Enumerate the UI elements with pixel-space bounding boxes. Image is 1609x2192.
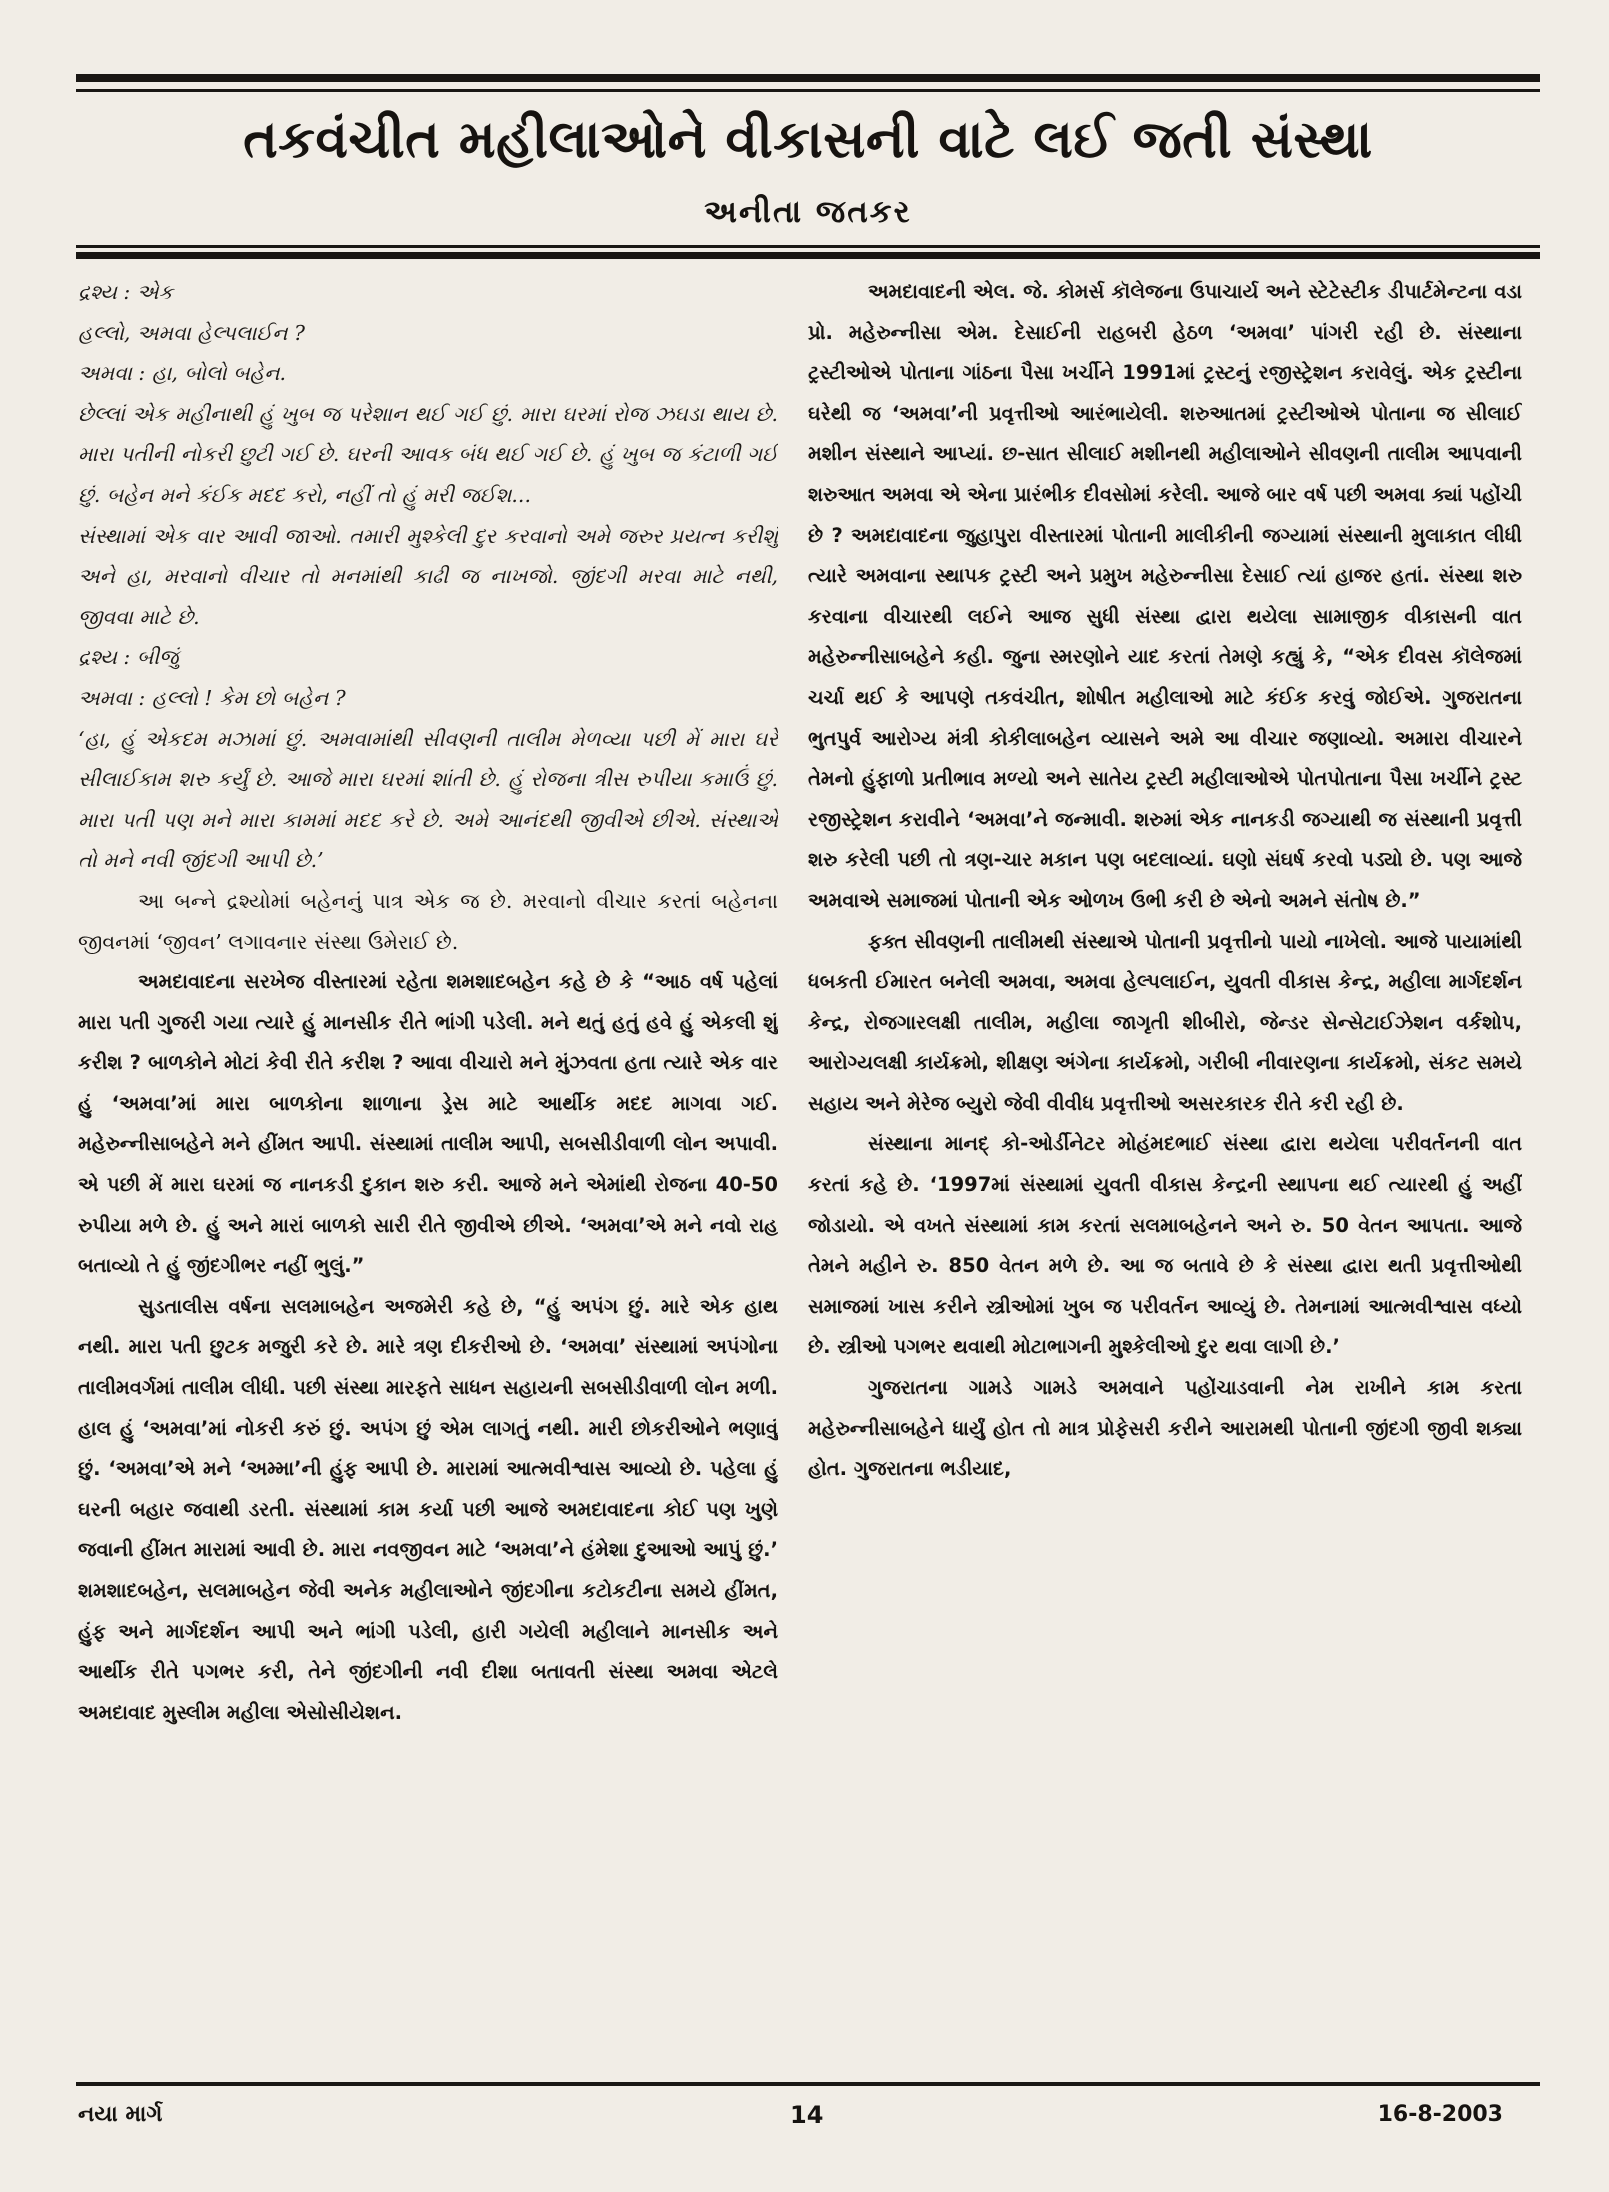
- dialogue-line: ‘હા, હું એકદમ મઝામાં છું. અમવામાંથી સીવણની તાલીમ મેળવ્યા પછી મેં મારા ઘરે સીલાઈકામ શરુ કર્યું છે. આજે મારા ઘરમાં શાંતી છે. હું રોજના ત્રીસ રુપીયા કમાઉં છું. મારા પતી પણ મને મારા કામમાં મદદ કરે છે. અમે આનંદથી જીવીએ છીએ. સંસ્થાએ તો મને નવી જીંદગી આપી છે.’: [78, 726, 778, 873]
- body-paragraph: અમદાવાદની એલ. જે. કોમર્સ કૉલેજના ઉપાચાર્ય અને સ્ટેટેસ્ટીક ડીપાર્ટમેન્ટના વડા પ્રો. મહેરુન્નીસા એમ. દેસાઈની રાહબરી હેઠળ ‘અમવા’ પાંગરી રહી છે. સંસ્થાના ટ્રસ્ટીઓએ પોતાના ગાંઠના પૈસા ખર્ચીને 1991માં ટ્રસ્ટનું રજીસ્ટ્રેશન કરાવેલું. એક ટ્રસ્ટીના ઘરેથી જ ‘અમવા’ની પ્રવૃત્તીઓ આરંભાયેલી. શરુઆતમાં ટ્રસ્ટીઓએ પોતાના જ સીલાઈ મશીન સંસ્થાને આપ્યાં. છ-સાત સીલાઈ મશીનથી મહીલાઓને સીવણની તાલીમ આપવાની શરુઆત અમવા એ એના પ્રારંભીક દીવસોમાં કરેલી. આજે બાર વર્ષ પછી અમવા ક્યાં પહોંચી છે ? અમદાવાદના જુહાપુરા વીસ્તારમાં પોતાની માલીકીની જગ્યામાં સંસ્થાની મુલાકાત લીધી ત્યારે અમવાના સ્થાપક ટ્રસ્ટી અને પ્રમુખ મહેરુન્નીસા દેસાઈ ત્યાં હાજર હતાં. સંસ્થા શરુ કરવાના વીચારથી લઈને આજ સુધી સંસ્થા દ્વારા થયેલા સામાજીક વીકાસની વાત મહેરુન્નીસાબહેને કહી. જુના સ્મરણોને યાદ કરતાં તેમણે કહ્યું કે, “એક દીવસ કૉલેજમાં ચર્ચા થઈ કે આપણે તકવંચીત, શોષીત મહીલાઓ માટે કંઈક કરવું જોઈએ. ગુજરાતના ભુતપુર્વ આરોગ્ય મંત્રી કોકીલાબહેન વ્યાસને અમે આ વીચાર જણાવ્યો. અમારા વીચારને તેમનો હુંફાળો પ્રતીભાવ મળ્યો અને સાતેય ટ્રસ્ટી મહીલાઓએ પોતપોતાના પૈસા ખર્ચીને ટ્રસ્ટ રજીસ્ટ્રેશન કરાવીને ‘અમવા’ને જન્માવી. શરુમાં એક નાનકડી જગ્યાથી જ સંસ્થાની પ્રવૃત્તી શરુ કરેલી પછી તો ત્રણ-ચાર મકાન પણ બદલાવ્યાં. ઘણો સંઘર્ષ કરવો પડ્યો છે. પણ આજે અમવાએ સમાજમાં પોતાની એક ઓળખ ઉભી કરી છે એનો અમને સંતોષ છે.”: [808, 280, 1522, 912]
- body-paragraph: ફક્ત સીવણની તાલીમથી સંસ્થાએ પોતાની પ્રવૃત્તીનો પાયો નાખેલો. આજે પાયામાંથી ધબકતી ઈમારત બનેલી અમવા, અમવા હેલ્પલાઈન, યુવતી વીકાસ કેન્દ્ર, મહીલા માર્ગદર્શન કેન્દ્ર, રોજગારલક્ષી તાલીમ, મહીલા જાગૃતી શીબીરો, જેન્ડર સેન્સેટાઈઝેશન વર્કશોપ, આરોગ્યલક્ષી કાર્યક્રમો, શીક્ષણ અંગેના કાર્યક્રમો, ગરીબી નીવારણના કાર્યક્રમો, સંકટ સમયે સહાય અને મેરેજ બ્યુરો જેવી વીવીધ પ્રવૃત્તીઓ અસરકારક રીતે કરી રહી છે.: [808, 929, 1522, 1115]
- dialogue-block: [78, 272, 778, 881]
- footer-rule: [76, 2082, 1540, 2086]
- dialogue-line: દ્રશ્ય : એક: [78, 280, 173, 304]
- body-paragraph: અમદાવાદના સરખેજ વીસ્તારમાં રહેતા શમશાદબહેન કહે છે કે “આઠ વર્ષ પહેલાં મારા પતી ગુજરી ગયા ત્યારે હું માનસીક રીતે ભાંગી પડેલી. મને થતું હતું હવે હું એકલી શું કરીશ ? બાળકોને મોટાં કેવી રીતે કરીશ ? આવા વીચારો મને મુંઝવતા હતા ત્યારે એક વાર હું ‘અમવા’માં મારા બાળકોના શાળાના ડ્રેસ માટે આર્થીક મદદ માગવા ગઈ. મહેરુન્નીસાબહેને મને હીંમત આપી. સંસ્થામાં તાલીમ આપી, સબસીડીવાળી લોન અપાવી. એ પછી મેં મારા ઘરમાં જ નાનકડી દુકાન શરુ કરી. આજે મને એમાંથી રોજના 40-50 રુપીયા મળે છે. હું અને મારાં બાળકો સારી રીતે જીવીએ છીએ. ‘અમવા’એ મને નવો રાહ બતાવ્યો તે હું જીંદગીભર નહીં ભુલું.”: [78, 970, 778, 1278]
- header-rule-thick: [76, 252, 1540, 259]
- dialogue-line: અમવા : હા, બોલો બહેન.: [78, 361, 287, 386]
- body-paragraph: સંસ્થાના માનદ્ કો-ઓર્ડીનેટર મોહંમદભાઈ સંસ્થા દ્વારા થયેલા પરીવર્તનની વાત કરતાં કહે છે. ‘1997માં સંસ્થામાં યુવતી વીકાસ કેન્દ્રની સ્થાપના થઈ ત્યારથી હું અહીં જોડાયો. એ વખતે સંસ્થામાં કામ કરતાં સલમાબહેનને અને રુ. 50 વેતન આપતા. આજે તેમને મહીને રુ. 850 વેતન મળે છે. આ જ બતાવે છે કે સંસ્થા દ્વારા થતી પ્રવૃત્તીઓથી સમાજમાં ખાસ કરીને સ્ત્રીઓમાં ખુબ જ પરીવર્તન આવ્યું છે. તેમનામાં આત્મવીશ્વાસ વધ્યો છે. સ્ત્રીઓ પગભર થવાથી મોટાભાગની મુશ્કેલીઓ દુર થવા લાગી છે.’: [808, 1132, 1522, 1359]
- body-paragraph: સુડતાલીસ વર્ષના સલમાબહેન અજમેરી કહે છે, “હું અપંગ છું. મારે એક હાથ નથી. મારા પતી છુટક મજુરી કરે છે. મારે ત્રણ દીકરીઓ છે. ‘અમવા’ સંસ્થામાં અપંગોના તાલીમવર્ગમાં તાલીમ લીધી. પછી સંસ્થા મારફતે સાધન સહાયની સબસીડીવાળી લોન મળી. હાલ હું ‘અમવા’માં નોકરી કરું છું. અપંગ છું એમ લાગતું નથી. મારી છોકરીઓને ભણાવું છું. ‘અમવા’એ મને ‘અમ્મા’ની હુંફ આપી છે. મારામાં આત્મવીશ્વાસ આવ્યો છે. પહેલા હું ઘરની બહાર જવાથી ડરતી. સંસ્થામાં કામ કર્યા પછી આજે અમદાવાદના કોઈ પણ ખુણે જવાની હીંમત મારામાં આવી છે. મારા નવજીવન માટે ‘અમવા’ને હંમેશા દુઆઓ આપું છું.’ શમશાદબહેન, સલમાબહેન જેવી અનેક મહીલાઓને જીંદગીના કટોકટીના સમયે હીંમત, હુંફ અને માર્ગદર્શન આપી અને ભાંગી પડેલી, હારી ગયેલી મહીલાને માનસીક અને આર્થીક રીતે પગભર કરી, તેને જીંદગીની નવી દીશા બતાવતી સંસ્થા અમવા એટલે અમદાવાદ મુસ્લીમ મહીલા એસોસીયેશન.: [78, 1294, 778, 1724]
- article-author: અનીતા જતકર: [704, 194, 912, 230]
- dialogue-line: સંસ્થામાં એક વાર આવી જાઓ. તમારી મુશ્કેલી દુર કરવાનો અમે જરુર પ્રયત્ન કરીશું અને હા, મરવાનો વીચાર તો મનમાંથી કાઢી જ નાખજો. જીંદગી મરવા માટે નથી, જીવવા માટે છે.: [78, 523, 778, 629]
- footer-page-number: 14: [790, 2101, 824, 2129]
- footer-date: 16-8-2003: [1377, 2102, 1503, 2127]
- body-paragraph: ગુજરાતના ગામડે ગામડે અમવાને પહોંચાડવાની નેમ રાખીને કામ કરતા મહેરુન્નીસાબહેને ધાર્યું હોત તો માત્ર પ્રોફેસરી કરીને આરામથી પોતાની જીંદગી જીવી શક્યા હોત. ગુજરાતના ભડીયાદ,: [808, 1376, 1522, 1481]
- article-title: તકવંચીત મહીલાઓને વીકાસની વાટે લઈ જતી સંસ્થા: [243, 110, 1373, 170]
- right-column: [808, 272, 1522, 2070]
- dialogue-line: છેલ્લાં એક મહીનાથી હું ખુબ જ પરેશાન થઈ ગઈ છું. મારા ઘરમાં રોજ ઝઘડા થાય છે. મારા પતીની નોકરી છુટી ગઈ છે. ઘરની આવક બંધ થઈ ગઈ છે. હું ખુબ જ કંટાળી ગઈ છું. બહેન મને કંઈક મદદ કરો, નહીં તો હું મરી જઈશ...: [78, 401, 778, 507]
- dialogue-line: દ્રશ્ય : બીજું: [78, 645, 179, 670]
- footer-publication: નયા માર્ગ: [78, 2102, 163, 2127]
- top-rule-thin: [76, 89, 1540, 92]
- body-paragraph: આ બન્ને દ્રશ્યોમાં બહેનનું પાત્ર એક જ છે. મરવાનો વીચાર કરતાં બહેનના જીવનમાં ‘જીવન’ લગાવનાર સંસ્થા ઉમેરાઈ છે.: [78, 888, 778, 954]
- dialogue-line: હલ્લો, અમવા હેલ્પલાઈન ?: [78, 320, 305, 345]
- top-rule-thick: [76, 74, 1540, 82]
- dialogue-line: અમવા : હલ્લો ! કેમ છો બહેન ?: [78, 685, 346, 710]
- header-rule-thin: [76, 245, 1540, 248]
- left-column: [78, 272, 778, 2070]
